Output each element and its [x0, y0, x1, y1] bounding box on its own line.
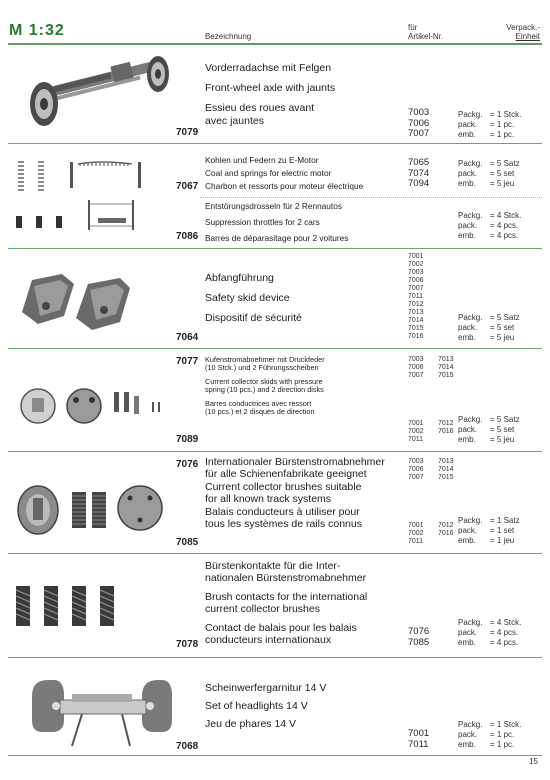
for-list-7085-c — [408, 522, 424, 546]
product-7078-fr-line1: Contact de balais pour les balais — [205, 622, 357, 634]
for-item: 7011 — [408, 436, 424, 443]
product-7064-en: Safety skid device — [205, 292, 290, 304]
article-number-7085: 7085 — [176, 537, 199, 548]
for-item: 7013 — [438, 458, 454, 465]
product-7067-de: Kohlen und Federn zu E-Motor — [205, 155, 319, 165]
pack-label: emb. — [458, 231, 476, 240]
for-item: 7006 — [408, 466, 424, 473]
for-item: 7001 — [408, 728, 430, 739]
pack-label: Packg. — [458, 720, 483, 729]
column-header-unit-line1: Verpack.- — [506, 23, 540, 32]
article-number-7086: 7086 — [176, 231, 199, 242]
product-7077-de-line1: Kufenstromabnehmer mit Druckfeder — [205, 355, 325, 364]
product-7076-en-line2: for all known track systems — [205, 492, 332, 505]
product-7077-fr — [205, 400, 315, 417]
pack-label: Packg. — [458, 159, 483, 168]
product-7078-en-line2: current collector brushes — [205, 602, 320, 615]
front-axle-image — [12, 52, 172, 132]
pack-label: Packg. — [458, 516, 483, 525]
product-7079-de: Vorderradachse mit Felgen — [205, 62, 332, 74]
for-item: 7015 — [438, 372, 454, 379]
pack-qty: = 1 Satz — [490, 516, 520, 525]
scale-label: M 1:32 — [9, 22, 65, 39]
pack-qty: = 5 set — [490, 169, 515, 178]
pack-qty: = 5 jeu — [490, 179, 515, 188]
for-list-7078 — [408, 627, 429, 648]
for-item: 7014 — [438, 364, 454, 371]
product-7078-de — [205, 561, 366, 584]
column-header-for-line2: Artikel-Nr. — [408, 32, 444, 41]
product-7077-de — [205, 356, 325, 373]
for-list-7076-a — [408, 458, 424, 482]
pack-qty: = 1 jeu — [490, 536, 515, 545]
pack-labels-7085 — [458, 516, 482, 546]
pack-label: emb. — [458, 740, 476, 749]
section-rule — [8, 348, 542, 349]
product-7077-en — [205, 378, 324, 395]
safety-skid-image — [12, 266, 182, 336]
for-item: 7001 — [408, 420, 424, 427]
for-item: 7016 — [438, 530, 454, 537]
pack-label: Packg. — [458, 211, 483, 220]
pack-qty: = 5 Satz — [490, 415, 520, 424]
product-7077-en-line1: Current collector skids with pressure — [205, 377, 323, 386]
pack-label: emb. — [458, 179, 476, 188]
for-item: 7012 — [408, 301, 424, 308]
for-list-7076-b — [438, 458, 454, 482]
product-7086-fr: Barres de déparasitage pour 2 voitures — [205, 233, 349, 243]
pack-label: Packg. — [458, 313, 483, 322]
pack-label: emb. — [458, 638, 476, 647]
collector-brushes-image — [12, 474, 182, 544]
pack-qty: = 5 Satz — [490, 313, 520, 322]
product-7068-en: Set of headlights 14 V — [205, 700, 308, 712]
product-7077-fr-line2: (10 pcs.) et 2 disques de direction — [205, 407, 315, 417]
product-7076-en — [205, 482, 361, 505]
for-item: 7074 — [408, 167, 430, 179]
product-7079-fr-line1: Essieu des roues avant — [205, 102, 315, 114]
coal-springs-image — [12, 158, 172, 198]
pack-qty: = 1 pc. — [490, 740, 515, 749]
product-7079-fr — [205, 102, 314, 128]
product-7078-de-line2: nationalen Bürstenstromabnehmer — [205, 571, 367, 584]
product-7079-en: Front-wheel axle with jaunts — [205, 82, 336, 94]
product-7067-fr: Charbon et ressorts pour moteur électrique — [205, 181, 364, 191]
for-item: 7003 — [408, 269, 424, 276]
brush-contacts-image — [12, 580, 182, 640]
for-item: 7016 — [438, 428, 454, 435]
pack-label: pack. — [458, 169, 478, 178]
article-number-7076: 7076 — [176, 459, 199, 470]
pack-label: emb. — [458, 130, 476, 139]
for-item: 7076 — [408, 626, 430, 637]
for-list-7085-d — [438, 522, 454, 538]
product-7078-fr-line2: conducteurs internationaux — [205, 633, 332, 646]
pack-qty: = 1 Stck. — [490, 110, 522, 119]
for-item: 7003 — [408, 356, 424, 363]
pack-qty: = 1 set — [490, 526, 515, 535]
for-item: 7016 — [408, 333, 424, 340]
section-rule — [8, 248, 542, 249]
pack-labels-7068 — [458, 720, 482, 750]
product-7078-fr — [205, 623, 357, 646]
header-rule — [8, 43, 542, 45]
product-7076-fr-line1: Balais conducteurs à utiliser pour — [205, 506, 360, 518]
pack-labels-7078 — [458, 618, 482, 648]
pack-qty: = 5 set — [490, 323, 515, 332]
pack-qty-7067 — [490, 159, 520, 189]
product-7086-de: Entstörungsdrosseln für 2 Rennautos — [205, 201, 342, 211]
for-item: 7006 — [408, 277, 424, 284]
pack-qty-7078 — [490, 618, 521, 648]
section-rule — [8, 143, 542, 144]
for-item: 7011 — [408, 538, 424, 545]
for-item: 7014 — [408, 317, 424, 324]
column-header-for-line1: für — [408, 23, 418, 32]
product-7064-fr: Dispositif de sécurité — [205, 312, 302, 324]
pack-qty: = 5 jeu — [490, 435, 515, 444]
pack-qty: = 4 pcs. — [490, 628, 519, 637]
section-rule — [8, 553, 542, 554]
for-item: 7085 — [408, 636, 430, 648]
product-7076-de — [205, 457, 385, 480]
pack-qty-7086 — [490, 211, 521, 241]
headlights-image — [12, 666, 182, 756]
section-rule — [8, 657, 542, 658]
for-item: 7007 — [408, 474, 424, 481]
pack-qty: = 4 pcs. — [490, 221, 519, 230]
for-item: 7002 — [408, 530, 424, 537]
for-item: 7015 — [438, 474, 454, 481]
pack-qty: = 5 set — [490, 425, 515, 434]
for-item: 7012 — [438, 522, 454, 529]
section-divider-dotted — [200, 197, 542, 198]
for-item: 7006 — [408, 117, 430, 129]
for-list-7079 — [408, 108, 429, 140]
for-item: 7006 — [408, 364, 424, 371]
product-7067-en: Coal and springs for electric motor — [205, 168, 332, 178]
product-7077-en-line2: spring (10 pcs.) and 2 direction disks — [205, 385, 324, 395]
for-item: 7003 — [408, 458, 424, 465]
pack-qty-7064 — [490, 313, 520, 343]
pack-labels-7079 — [458, 110, 482, 140]
page-number: 15 — [529, 757, 538, 766]
pack-qty: = 1 pc. — [490, 730, 515, 739]
product-7068-de: Scheinwerfergarnitur 14 V — [205, 682, 327, 694]
for-item: 7007 — [408, 372, 424, 379]
pack-qty-7079 — [490, 110, 521, 140]
pack-label: pack. — [458, 628, 478, 637]
article-number-7067: 7067 — [176, 181, 199, 192]
product-7076-en-line1: Current collector brushes suitable — [205, 481, 362, 493]
for-list-7089-d — [438, 420, 454, 436]
pack-label: Packg. — [458, 110, 483, 119]
product-7078-en — [205, 592, 367, 615]
for-item: 7014 — [438, 466, 454, 473]
pack-qty: = 4 pcs. — [490, 638, 519, 647]
product-7064-de: Abfangführung — [205, 272, 274, 284]
for-item: 7007 — [408, 285, 424, 292]
for-item: 7013 — [438, 356, 454, 363]
article-number-7068: 7068 — [176, 741, 199, 752]
for-list-7077-a — [408, 356, 424, 380]
for-item: 7002 — [408, 261, 424, 268]
pack-labels-7067 — [458, 159, 482, 189]
for-list-7064 — [408, 253, 424, 341]
column-header-unit-line2: Einheit — [515, 32, 540, 41]
section-rule — [8, 451, 542, 452]
pack-labels-7086 — [458, 211, 482, 241]
for-item: 7007 — [408, 128, 430, 139]
pack-qty: = 5 jeu — [490, 333, 515, 342]
article-number-7064: 7064 — [176, 332, 199, 343]
column-header-unit — [506, 23, 540, 41]
product-7076-de-line2: für alle Schienenfabrikate geeignet — [205, 467, 367, 480]
product-7068-fr: Jeu de phares 14 V — [205, 718, 297, 730]
pack-qty: = 4 Stck. — [490, 618, 522, 627]
product-7076-fr — [205, 507, 362, 530]
product-7079-fr-line2: avec jauntes — [205, 115, 264, 127]
for-list-7077-b — [438, 356, 454, 380]
pack-qty: = 1 pc. — [490, 120, 515, 129]
pack-qty: = 4 Stck. — [490, 211, 522, 220]
article-number-7078: 7078 — [176, 639, 199, 650]
for-item: 7001 — [408, 522, 424, 529]
pack-label: pack. — [458, 730, 478, 739]
pack-label: pack. — [458, 425, 478, 434]
article-number-7077: 7077 — [176, 356, 199, 367]
pack-qty: = 4 pcs. — [490, 231, 519, 240]
pack-qty-7089 — [490, 415, 520, 445]
product-7077-de-line2: (10 Stck.) und 2 Führungsscheiben — [205, 363, 319, 373]
pack-label: pack. — [458, 526, 478, 535]
column-header-for — [408, 23, 443, 41]
pack-qty: = 5 Satz — [490, 159, 520, 168]
for-item: 7013 — [408, 309, 424, 316]
product-7078-de-line1: Bürstenkontakte für die Inter- — [205, 560, 341, 572]
article-number-7079: 7079 — [176, 127, 199, 138]
for-item: 7002 — [408, 428, 424, 435]
for-item: 7001 — [408, 253, 424, 260]
pack-qty: = 1 pc. — [490, 130, 515, 139]
for-item: 7012 — [438, 420, 454, 427]
product-7078-en-line1: Brush contacts for the international — [205, 591, 368, 603]
for-item: 7015 — [408, 325, 424, 332]
for-item: 7003 — [408, 107, 430, 118]
for-item: 7094 — [408, 178, 430, 189]
pack-label: emb. — [458, 435, 476, 444]
for-list-7068 — [408, 729, 429, 750]
for-item: 7065 — [408, 157, 430, 168]
article-number-7089: 7089 — [176, 434, 199, 445]
section-rule — [8, 755, 542, 756]
pack-label: pack. — [458, 323, 478, 332]
product-7086-en: Suppression throttles for 2 cars — [205, 217, 320, 227]
pack-label: emb. — [458, 536, 476, 545]
pack-qty: = 1 Stck. — [490, 720, 522, 729]
pack-label: pack. — [458, 120, 478, 129]
for-item: 7011 — [408, 293, 424, 300]
for-item: 7011 — [408, 738, 429, 750]
pack-qty-7068 — [490, 720, 521, 750]
for-list-7067 — [408, 158, 429, 190]
pack-label: emb. — [458, 333, 476, 342]
pack-label: Packg. — [458, 618, 483, 627]
collector-skids-image — [12, 382, 182, 432]
for-list-7089-c — [408, 420, 424, 444]
suppression-throttles-image — [12, 196, 172, 236]
pack-qty-7085 — [490, 516, 520, 546]
column-header-designation: Bezeichnung — [205, 32, 252, 41]
pack-label: Packg. — [458, 415, 483, 424]
product-7076-fr-line2: tous les systèmes de rails connus — [205, 517, 362, 530]
pack-labels-7064 — [458, 313, 482, 343]
pack-label: pack. — [458, 221, 478, 230]
product-7076-de-line1: Internationaler Bürstenstromabnehmer — [205, 456, 385, 468]
product-7077-fr-line1: Barres conductrices avec ressort — [205, 399, 312, 408]
pack-labels-7089 — [458, 415, 482, 445]
